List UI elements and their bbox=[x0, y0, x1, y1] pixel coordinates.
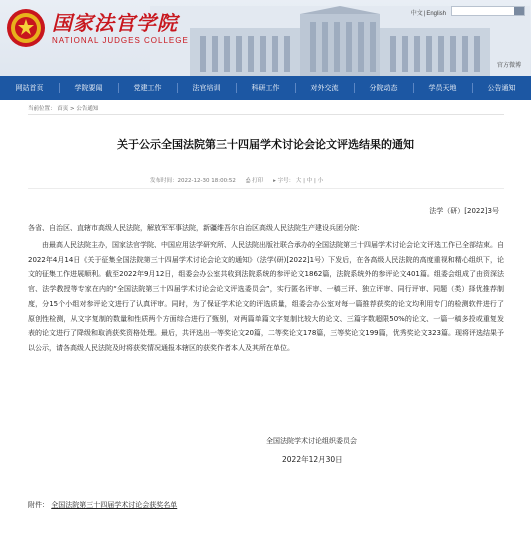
main-nav bbox=[0, 76, 531, 100]
attachment bbox=[28, 500, 177, 510]
font-size-control bbox=[273, 176, 323, 185]
breadcrumb bbox=[28, 104, 98, 112]
logo-chinese-name: 国家法官学院 bbox=[52, 10, 178, 35]
print-icon: ⎙ bbox=[245, 178, 251, 184]
logo-english-name: NATIONAL JUDGES COLLEGE bbox=[52, 35, 189, 45]
nav-item-training[interactable]: 法官培训 bbox=[192, 84, 221, 92]
site-logo[interactable] bbox=[6, 8, 189, 48]
nav-item-party[interactable]: 党建工作 bbox=[133, 84, 162, 92]
breadcrumb-section-link[interactable]: 公告通知 bbox=[76, 106, 99, 112]
breadcrumb-separator: > bbox=[70, 106, 75, 112]
lang-english-link[interactable]: English bbox=[426, 11, 446, 17]
signing-organization: 全国法院学术讨论组织委员会 bbox=[266, 437, 357, 445]
nav-item-branches[interactable]: 分院动态 bbox=[369, 84, 398, 92]
language-switcher: 中文|English bbox=[410, 11, 446, 17]
breadcrumb-label: 当前位置： bbox=[28, 106, 56, 112]
print-label: 打印 bbox=[252, 178, 264, 184]
nav-item-news[interactable]: 学院要闻 bbox=[74, 84, 103, 92]
addressee: 各省、自治区、直辖市高级人民法院，解放军军事法院，新疆维吾尔自治区高级人民法院生产建设兵团分院： bbox=[28, 224, 364, 232]
nav-divider bbox=[295, 83, 296, 93]
font-large-button[interactable]: 大 bbox=[295, 178, 302, 184]
nav-item-notices[interactable]: 公告通知 bbox=[487, 84, 516, 92]
nav-item-research[interactable]: 科研工作 bbox=[251, 84, 280, 92]
building-banner-image bbox=[150, 6, 530, 76]
search-input[interactable] bbox=[451, 6, 525, 16]
nav-divider bbox=[177, 83, 178, 93]
nav-divider bbox=[59, 83, 60, 93]
divider bbox=[28, 188, 504, 189]
attachment-label: 附件： bbox=[28, 501, 49, 509]
nav-divider bbox=[354, 83, 355, 93]
court-emblem-icon bbox=[6, 8, 46, 48]
font-medium-button[interactable]: 中 bbox=[306, 178, 313, 184]
font-size-separator: | bbox=[303, 178, 305, 184]
signing-date: 2022年12月30日 bbox=[282, 455, 343, 464]
nav-item-exchange[interactable]: 对外交流 bbox=[310, 84, 339, 92]
nav-divider bbox=[118, 83, 119, 93]
nav-item-students[interactable]: 学员天地 bbox=[428, 84, 457, 92]
font-size-label: 字号： bbox=[277, 178, 295, 184]
search-icon[interactable] bbox=[514, 7, 524, 15]
article-title: 关于公示全国法院第三十四届学术讨论会论文评选结果的通知 bbox=[117, 138, 414, 151]
nav-divider bbox=[236, 83, 237, 93]
document-number: 法学（研）[2022]3号 bbox=[429, 207, 499, 215]
nav-item-home[interactable]: 网站首页 bbox=[15, 84, 44, 92]
divider bbox=[28, 114, 504, 115]
font-size-separator: | bbox=[314, 178, 316, 184]
attachment-link[interactable]: 全国法院第三十四届学术讨论会获奖名单 bbox=[51, 501, 178, 509]
article-meta bbox=[150, 176, 323, 185]
nav-divider bbox=[472, 83, 473, 93]
print-button[interactable] bbox=[246, 176, 263, 185]
publish-date: 发布时间：2022-12-30 18:00:52 bbox=[150, 178, 236, 184]
weibo-link[interactable]: 官方微博 bbox=[496, 62, 521, 69]
font-small-button[interactable]: 小 bbox=[317, 178, 324, 184]
article-body: 由最高人民法院主办，国家法官学院、中国应用法学研究所、人民法院出版社联合承办的全国法院第三十四届学术讨论会论文评选工作已全部结束。自2022年4月14日《关于征集全国法院第三十四届学术讨论会论文的通知》（法学(研)[2022]1号）下发后，在各高级人民法院的高度重视和精心组织下，论文的征集工作进展顺利。截至2022年9月12日，组委会办公室共收到法院系统的参评论文1862篇，法院系统外的参评论文401篇。组委会组成了由资深法官、法学教授等专家在内的“全国法院第三十四届学术讨论会论文评选委员会”，实行匿名评审、一稿三评、独立评审、同行评审、同题（类）择优推荐制度，分15个小组对参评论文进行了认真评审。同时，为了保证学术论文的评选质量，组委会办公室对每一篇推荐获奖的论文均利用专门的检测软件进行了原创性检测，从文字复制的数量和性质两个方面综合进行了甄别，对两篇单篇文字复制比较大的论文、三篇字数超限50%的论文、一篇一稿多投或重复发表的论文进行了降级和取消获奖资格处理。最后，共评选出一等奖论文20篇，二等奖论文178篇，三等奖论文199篇，优秀奖论文323篇。现将评选结果予以公示，请各高级人民法院及时将获奖情况通报本辖区的获奖作者本人及其所在单位。 bbox=[28, 241, 504, 352]
breadcrumb-home-link[interactable]: 首页 bbox=[57, 106, 69, 112]
nav-divider bbox=[413, 83, 414, 93]
site-header bbox=[0, 0, 531, 76]
font-size-icon: ▸ bbox=[273, 178, 276, 184]
lang-chinese-link[interactable]: 中文 bbox=[410, 11, 423, 17]
